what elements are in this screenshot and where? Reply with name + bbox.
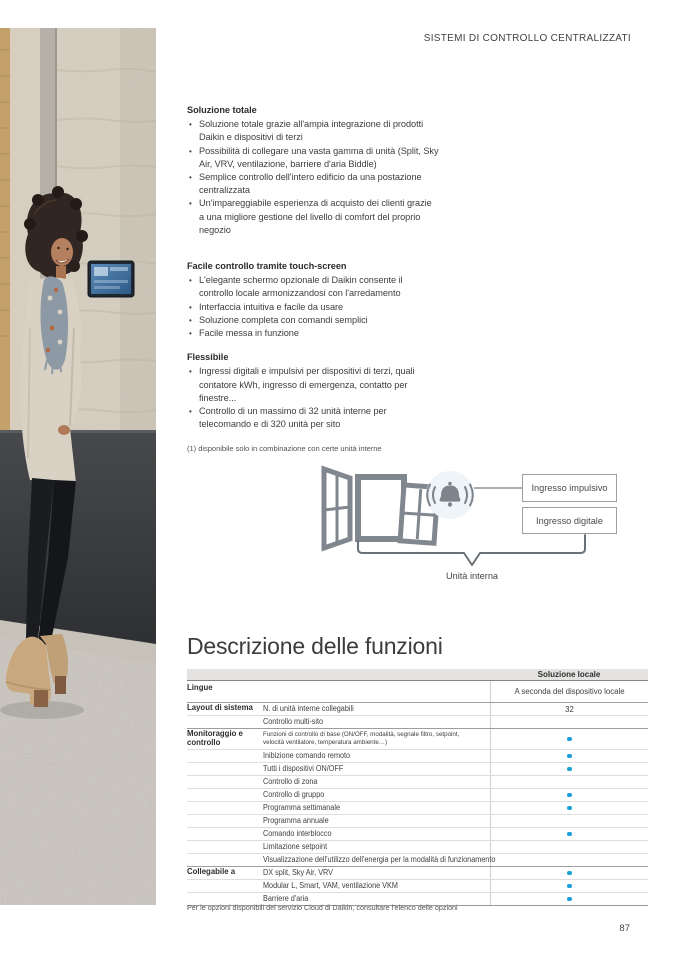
availability-dot bbox=[567, 806, 572, 811]
wall-touchscreen bbox=[88, 261, 134, 297]
bullet-item: • L'elegante schermo opzionale di Daikin consente il controllo locale armonizzandosi con l'arredamento bbox=[187, 274, 439, 300]
row-feature: Tutti i dispositivi ON/OFF bbox=[263, 764, 344, 774]
bullet-item: • Semplice controllo dell'intero edificio da una postazione centralizzata bbox=[187, 171, 439, 197]
table-row bbox=[187, 827, 648, 840]
section-title: Flessibile bbox=[187, 352, 229, 363]
row-feature: Visualizzazione dell'utilizzo dell'energia per la modalità di funzionamento bbox=[263, 855, 496, 865]
table-row bbox=[187, 866, 648, 879]
row-value bbox=[490, 763, 648, 775]
row-value bbox=[490, 893, 648, 905]
row-category: Layout di sistema bbox=[187, 703, 253, 712]
text-section bbox=[187, 351, 439, 431]
alarm-bell-icon bbox=[426, 471, 474, 519]
bullet-list bbox=[187, 118, 439, 237]
bullet-item: • Un'impareggiabile esperienza di acquisto dei clienti grazie a una migliore gestione del livello di comfort del proprio negozio bbox=[187, 197, 439, 237]
availability-dot bbox=[567, 832, 572, 837]
indoor-unit-label: Unità interna bbox=[445, 571, 499, 581]
table-row bbox=[187, 879, 648, 892]
row-category bbox=[187, 802, 263, 804]
impulse-input-label: Ingresso impulsivo bbox=[531, 483, 608, 493]
bullet-item: • Soluzione completa con comandi semplici bbox=[187, 314, 439, 327]
row-value bbox=[490, 802, 648, 814]
row-category bbox=[187, 841, 263, 843]
table-row bbox=[187, 853, 648, 866]
bullet-item: • Possibilità di collegare una vasta gamma di unità (Split, Sky Air, VRV, ventilazione, barriere d'aria Biddle) bbox=[187, 145, 439, 171]
page-number: 87 bbox=[619, 923, 630, 934]
row-category: Collegabile a bbox=[187, 866, 236, 876]
row-category bbox=[187, 828, 263, 830]
table-row bbox=[187, 702, 648, 715]
availability-dot bbox=[567, 754, 572, 759]
text-section bbox=[187, 260, 439, 340]
bullet-item: • Soluzione totale grazie all'ampia integrazione di prodotti Daikin e dispositivi di terzi bbox=[187, 118, 439, 144]
row-category: Lingue bbox=[187, 683, 213, 692]
row-feature: Programma settimanale bbox=[263, 803, 340, 813]
availability-dot bbox=[567, 767, 572, 772]
availability-dot bbox=[567, 871, 572, 876]
functions-heading: Descrizione delle funzioni bbox=[187, 633, 443, 659]
row-feature: DX split, Sky Air, VRV bbox=[263, 868, 333, 878]
row-value bbox=[490, 716, 648, 728]
availability-dot bbox=[567, 897, 572, 902]
impulse-input-box bbox=[522, 474, 617, 502]
row-feature: Controllo multi-sito bbox=[263, 717, 324, 727]
row-feature: Limitazione setpoint bbox=[263, 842, 328, 852]
row-category: Monitoraggio e controllo bbox=[187, 729, 243, 747]
table-row bbox=[187, 749, 648, 762]
table-row bbox=[187, 840, 648, 853]
photo-woman-touchscreen bbox=[0, 28, 156, 905]
table-row bbox=[187, 715, 648, 728]
row-category bbox=[187, 750, 263, 752]
availability-dot bbox=[567, 737, 572, 742]
input-diagram bbox=[300, 455, 678, 600]
row-feature: Inibizione comando remoto bbox=[263, 751, 351, 761]
table-footnote: Per le opzioni disponibili del servizio Cloud di Daikin, consultare l'elenco delle opzioni bbox=[187, 903, 458, 912]
page-header: SISTEMI DI CONTROLLO CENTRALIZZATI bbox=[423, 33, 631, 44]
feature-text-column bbox=[187, 104, 439, 456]
row-value bbox=[490, 789, 648, 801]
row-category bbox=[187, 716, 263, 718]
table-header bbox=[187, 669, 648, 681]
text-section bbox=[187, 104, 439, 237]
row-feature: Comando interblocco bbox=[263, 829, 332, 839]
row-feature: Controllo di zona bbox=[263, 777, 318, 787]
row-value bbox=[490, 815, 648, 827]
availability-dot bbox=[567, 884, 572, 889]
table-row bbox=[187, 728, 648, 749]
row-category bbox=[187, 789, 263, 791]
photo-dark-wall bbox=[0, 430, 156, 652]
row-value bbox=[490, 729, 648, 749]
bullet-list bbox=[187, 274, 439, 340]
row-value bbox=[490, 854, 648, 866]
bullet-list bbox=[187, 365, 439, 431]
row-category bbox=[187, 893, 263, 895]
table-row bbox=[187, 814, 648, 827]
bullet-item: • Ingressi digitali e impulsivi per dispositivi di terzi, quali contatore kWh, ingresso di emergenza, contatto per finestre... bbox=[187, 365, 439, 405]
table-body bbox=[187, 681, 648, 905]
row-value: A seconda del dispositivo locale bbox=[490, 681, 648, 702]
row-feature: Controllo di gruppo bbox=[263, 790, 325, 800]
row-feature: Barriere d'aria bbox=[263, 894, 309, 904]
row-category bbox=[187, 880, 263, 882]
row-category bbox=[187, 815, 263, 817]
row-value bbox=[490, 828, 648, 840]
bullet-item: • Facile messa in funzione bbox=[187, 327, 439, 340]
row-category bbox=[187, 763, 263, 765]
table-header-empty bbox=[187, 669, 490, 680]
row-value bbox=[490, 750, 648, 762]
photo-illustration bbox=[0, 28, 156, 905]
table-row bbox=[187, 775, 648, 788]
table-row bbox=[187, 681, 648, 702]
digital-input-box bbox=[522, 507, 617, 534]
table-header-solution: Soluzione locale bbox=[537, 670, 601, 679]
bullet-item: • Controllo di un massimo di 32 unità interne per telecomando e di 320 unità per sito bbox=[187, 405, 439, 431]
availability-dot bbox=[567, 793, 572, 798]
row-feature: Modular L, Smart, VAM, ventilazione VKM bbox=[263, 881, 398, 891]
functions-table bbox=[187, 669, 648, 906]
row-category bbox=[187, 854, 263, 856]
row-category bbox=[187, 776, 263, 778]
row-feature bbox=[263, 691, 474, 693]
table-row bbox=[187, 788, 648, 801]
row-value bbox=[490, 776, 648, 788]
availability-footnote: (1) disponibile solo in combinazione con certe unità interne bbox=[187, 444, 382, 454]
section-title: Soluzione totale bbox=[187, 105, 257, 115]
bullet-item: • Interfaccia intuitiva e facile da usare bbox=[187, 301, 439, 314]
open-window-icon bbox=[324, 469, 438, 548]
table-row bbox=[187, 801, 648, 814]
row-feature: N. di unità interne collegabili bbox=[263, 704, 354, 714]
row-feature: Programma annuale bbox=[263, 816, 329, 826]
digital-input-label: Ingresso digitale bbox=[536, 515, 603, 526]
row-feature: Funzioni di controllo di base (ON/OFF, modalità, segnale filtro, setpoint, velocità ventilatore, temperatura ambiente…) bbox=[263, 731, 460, 746]
row-value bbox=[490, 841, 648, 853]
table-row bbox=[187, 762, 648, 775]
row-value: 32 bbox=[490, 703, 648, 715]
feature-text-sections bbox=[187, 104, 439, 431]
row-value bbox=[490, 867, 648, 879]
row-value bbox=[490, 880, 648, 892]
section-title: Facile controllo tramite touch-screen bbox=[187, 261, 347, 272]
